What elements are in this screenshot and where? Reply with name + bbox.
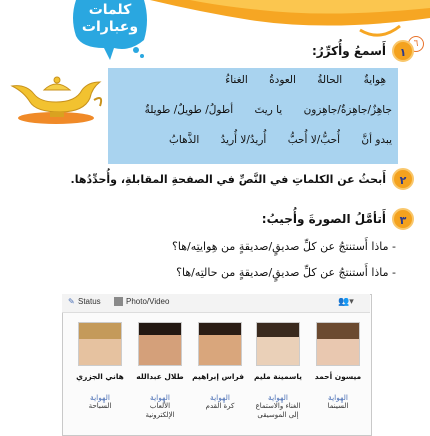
profile-person [254, 322, 302, 420]
hobby-label: الهِواية [150, 393, 170, 402]
hobby-value: السباحة [88, 402, 112, 410]
vocab-word: جاهِزٌ/جاهِزةٌ/جاهِزون [303, 104, 392, 116]
hobby-label: الهِواية [328, 393, 348, 402]
question-2: - ماذا أَستنتجُ عن كلِّ صديقٍ/صديقةٍ من حالتِه/ها؟ [176, 266, 396, 279]
avatar [78, 322, 122, 366]
question-1: - ماذا أَستنتجُ عن كلِّ صديقٍ/صديقةٍ من هِوايتِه/ها؟ [172, 240, 396, 253]
avatar [256, 322, 300, 366]
section2-number: ٢ [392, 168, 414, 190]
bubble-title-line1: كلمات [88, 2, 132, 18]
photo-video-tab[interactable]: Photo/Video [126, 297, 170, 306]
profile-person [192, 322, 244, 411]
status-tab[interactable]: Status [78, 297, 101, 306]
avatar [138, 322, 182, 366]
person-name: فراس إبراهيم [192, 372, 244, 381]
vocab-row2 [127, 104, 392, 116]
section1-title: أَسمعُ وأُكرِّرُ: [311, 44, 386, 58]
vocab-word: يبدو أنَّ [361, 134, 392, 146]
status-icon: ✎ [68, 297, 75, 306]
bubble-title-line2: وعبارات [81, 19, 139, 35]
hobby-label: الهِواية [90, 393, 110, 402]
vocab-word: أُحبُّ/لا أُحبُّ [287, 134, 341, 146]
vocab-word: يا ريتَ [254, 104, 283, 116]
hobby-label: الهِواية [210, 393, 230, 402]
magic-lamp-image [0, 60, 110, 126]
section3-number: ٣ [392, 208, 414, 230]
card-toolbar [62, 294, 370, 313]
hobby-value-line: الألعاب [149, 402, 171, 410]
people-dropdown-icon[interactable]: 👥▾ [338, 297, 354, 307]
hobby-value: السينما [327, 402, 349, 410]
bubble-title [72, 2, 148, 36]
section1-number: ١ [392, 40, 414, 62]
avatar [316, 322, 360, 366]
hobby-value [136, 402, 184, 420]
hobby-value-line: إلى الموسيقى [257, 411, 299, 419]
hobby-value-line: الإلكترونية [145, 411, 175, 419]
hobby-value-line: الغناء والاستماع [255, 402, 301, 410]
section2-title: أَبحثُ عن الكلماتِ في النَّصِّ في الصفحةِ المقابلةِ، وأُحدِّدُها. [70, 173, 386, 186]
person-name: هاني الجزري [76, 372, 124, 381]
vocab-word: أُريدُ/لا أُريدُ [220, 134, 267, 146]
vocab-row1 [207, 74, 386, 86]
person-name: طلال عبدالله [136, 372, 184, 381]
person-name: ياسمينة مليم [254, 372, 302, 381]
vocab-word: هِوايةٌ [363, 74, 386, 86]
hobby-label: الهِواية [268, 393, 288, 402]
person-name: ميسون أحمد [314, 372, 362, 381]
hobby-value [254, 402, 302, 420]
hobby-value: كرة القدم [205, 402, 235, 410]
profile-person [136, 322, 184, 420]
vocab-word: العودةُ [269, 74, 296, 86]
vocab-word: الحالةُ [317, 74, 343, 86]
vocab-row3 [151, 134, 392, 146]
page-number: ٦ [408, 36, 424, 52]
photo-icon [114, 297, 123, 306]
avatar [198, 322, 242, 366]
vocab-word: الغناءُ [225, 74, 248, 86]
vocab-word: الذَّهابُ [169, 134, 200, 146]
profile-person [76, 322, 124, 411]
profile-person [314, 322, 362, 411]
section3-title: أَتأمَّلُ الصورةَ وأُجيبُ: [261, 212, 386, 226]
vocab-word: أطولُ/ طويلٌ/ طويلةٌ [144, 104, 234, 116]
